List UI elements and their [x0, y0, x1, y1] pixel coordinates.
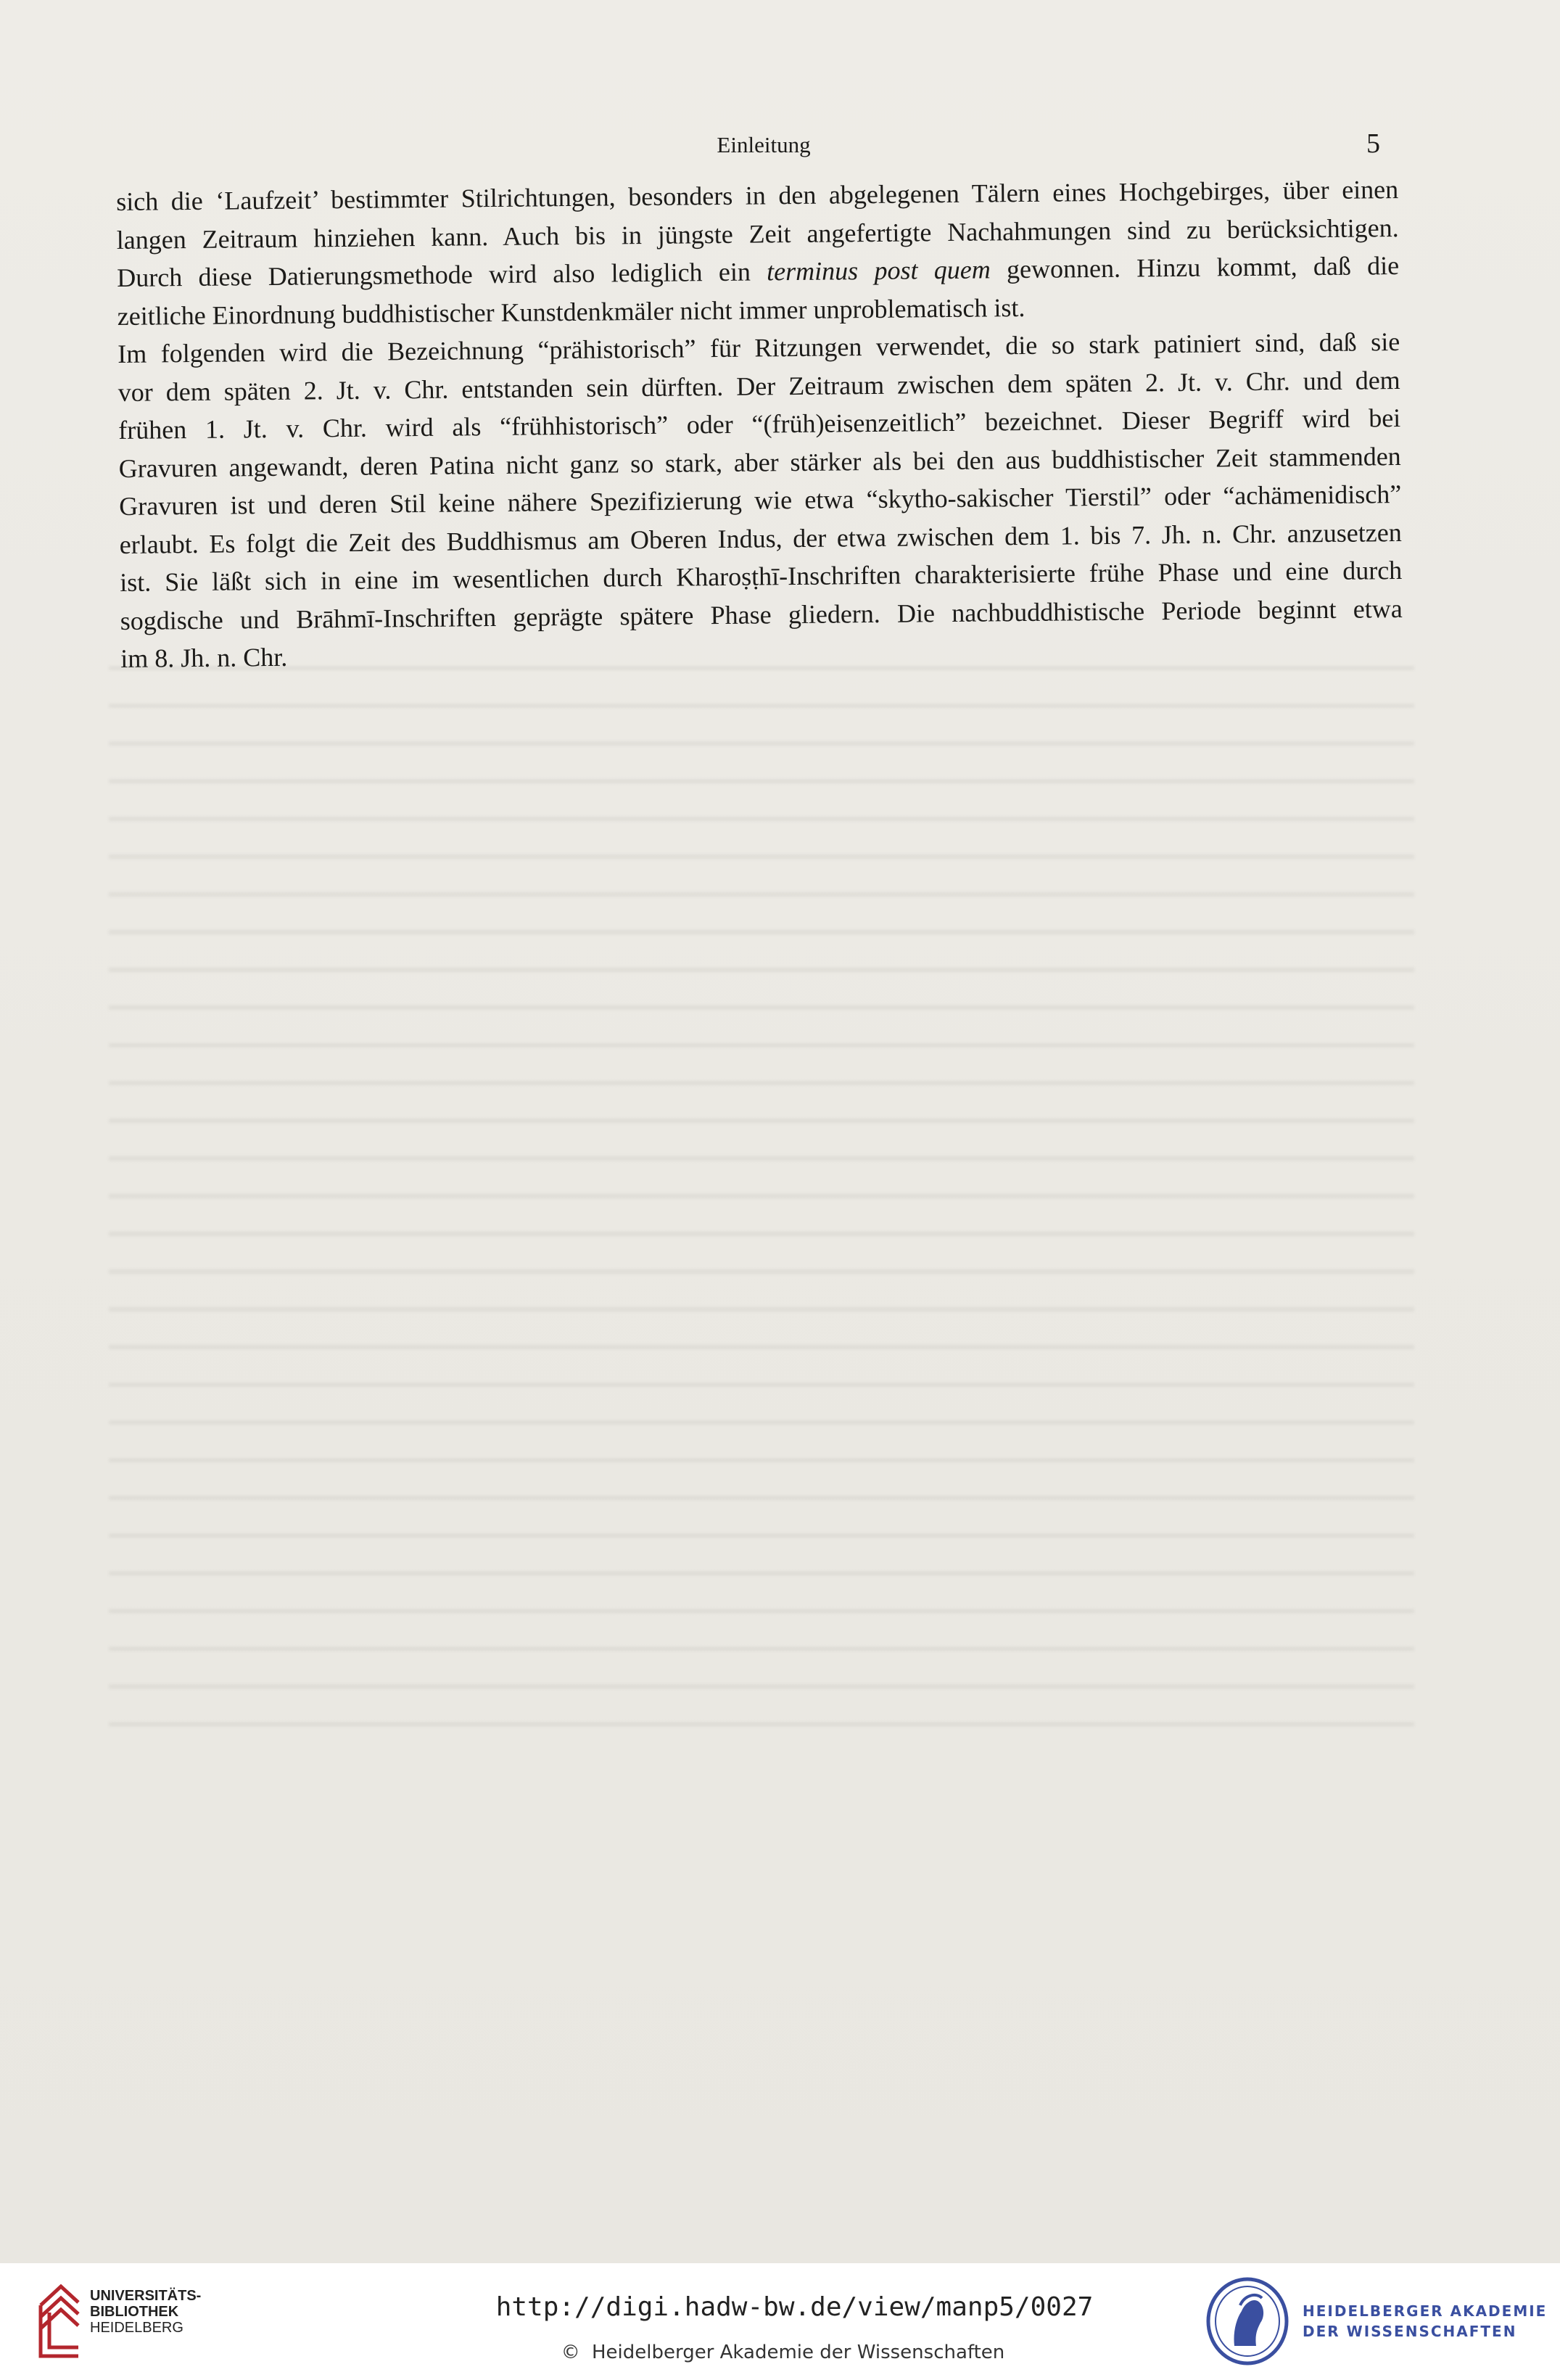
text-line-start: Durch diese Datierungsmethode wird also lediglich ein — [117, 257, 767, 292]
text-line: Gravuren ist und deren Stil keine nähere Spezifizierung wie etwa “skytho-sakischer Tierstil” oder “achämenidisch” — [119, 479, 1402, 521]
text-line: erlaubt. Es folgt die Zeit des Buddhismus am Oberen Indus, der etwa zwischen dem 1. bis 7. Jh. n. Chr. anzusetzen — [119, 517, 1402, 559]
text-line: sich die ‘Laufzeit’ bestimmter Stilrichtungen, besonders in den abgelegenen Tälern eines Hochgebirges, über einen — [116, 175, 1399, 216]
running-head — [0, 128, 1560, 161]
page-number: 5 — [1366, 128, 1380, 159]
text-line: Gravuren angewandt, deren Patina nicht ganz so stark, aber stärker als bei den aus buddhistischer Zeit stammenden — [118, 441, 1401, 483]
permalink-text[interactable]: http://digi.hadw-bw.de/view/manp5/0027 — [495, 2292, 1094, 2322]
hadw-seal-icon[interactable] — [1204, 2276, 1291, 2366]
text-line: frühen 1. Jt. v. Chr. wird als “frühhistorisch” oder “(früh)eisenzeitlich” bezeichnet. Dieser Begriff wird bei — [118, 403, 1401, 445]
text-line-end: gewonnen. Hinzu kommt, daß die — [990, 251, 1400, 284]
running-head-title: Einleitung — [717, 132, 811, 157]
library-name-line: UNIVERSITÄTS- — [90, 2288, 202, 2304]
body-text — [116, 170, 1403, 678]
text-line: zeitliche Einordnung buddhistischer Kunstdenkmäler nicht immer unproblematisch ist. — [117, 292, 1025, 331]
academy-name-line: DER WISSENSCHAFTEN — [1303, 2323, 1517, 2340]
text-line: Im folgenden wird die Bezeichnung “prähistorisch” für Ritzungen verwendet, die so stark patiniert sind, daß sie — [117, 327, 1400, 368]
library-name-line: HEIDELBERG — [90, 2320, 183, 2336]
academy-name — [1303, 2301, 1547, 2342]
italic-term: terminus post quem — [766, 255, 991, 287]
library-name-line: BIBLIOTHEK — [90, 2304, 179, 2320]
text-line: langen Zeitraum hinziehen kann. Auch bis in jüngste Zeit angefertigte Nachahmungen sind zu berücksichtigen. — [116, 213, 1399, 255]
academy-name-line: HEIDELBERGER AKADEMIE — [1303, 2302, 1548, 2320]
copyright-holder: Heidelberger Akademie der Wissenschaften — [591, 2342, 1005, 2363]
text-line: sogdische und Brāhmī-Inschriften geprägte spätere Phase gliedern. Die nachbuddhistische Periode beginnt etwa — [120, 593, 1403, 635]
text-line: vor dem späten 2. Jt. v. Chr. entstanden sein dürften. Der Zeitraum zwischen dem späten 2. Jt. v. Chr. und dem — [117, 365, 1400, 407]
text-line: ist. Sie läßt sich in eine im wesentlichen durch Kharoṣṭhī-Inschriften charakterisierte frühe Phase und eine durch — [120, 556, 1403, 597]
show-through-texture — [109, 653, 1414, 1741]
copyright-notice — [0, 2342, 1560, 2363]
text-line: im 8. Jh. n. Chr. — [120, 642, 288, 673]
footer-bar — [0, 2263, 1560, 2380]
copyright-symbol: © — [561, 2342, 580, 2363]
